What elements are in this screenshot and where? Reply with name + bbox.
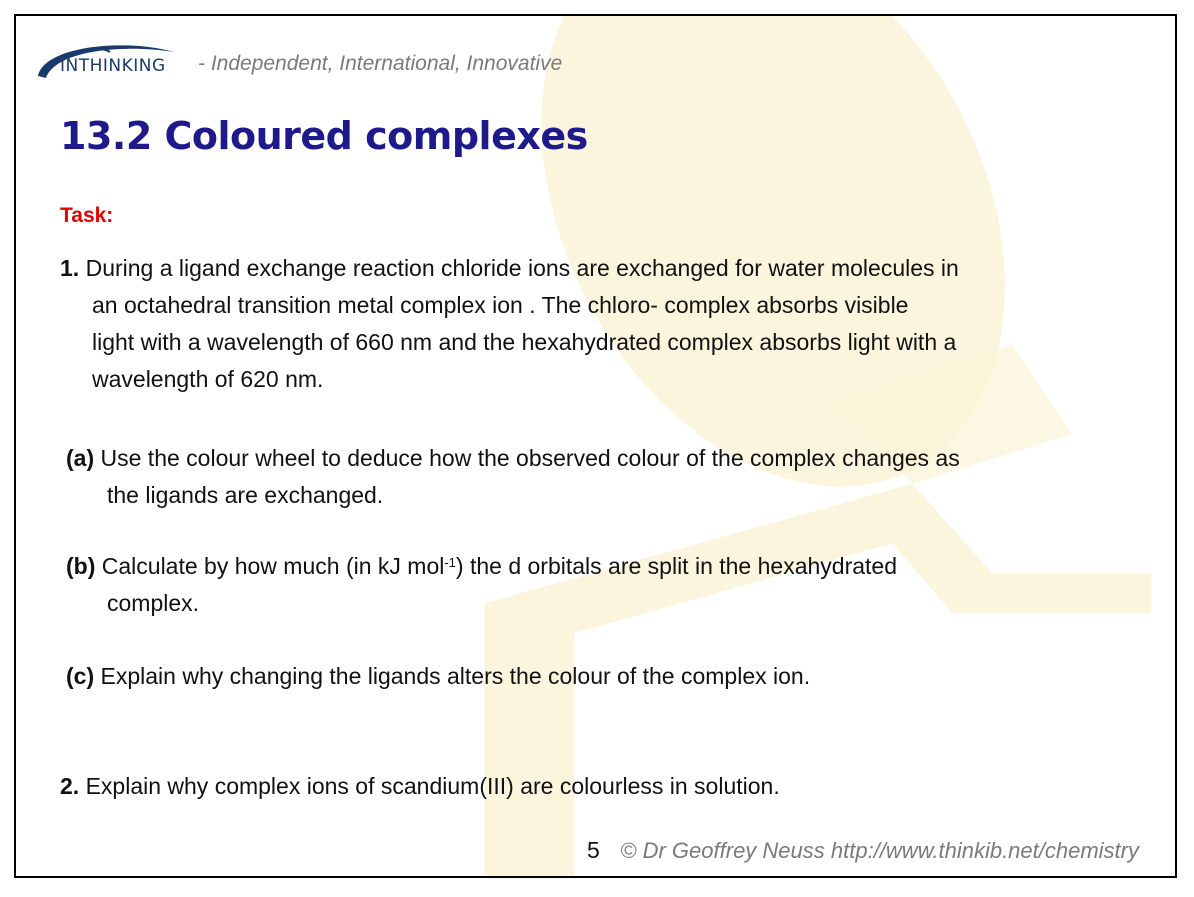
question-1b-text-a: Calculate by how much (in kJ mol xyxy=(101,553,445,579)
header xyxy=(34,38,594,82)
question-1b-superscript: -1 xyxy=(444,555,456,570)
question-1a xyxy=(66,440,1166,514)
question-1-line-1 xyxy=(60,250,1160,287)
question-1c-label: (c) xyxy=(66,663,95,689)
question-1a-line-1 xyxy=(66,440,1166,477)
slide xyxy=(14,14,1177,878)
question-1-line-4: wavelength of 620 nm. xyxy=(92,366,324,392)
question-1-number: 1. xyxy=(60,255,80,281)
question-1a-text-1: Use the colour wheel to deduce how the observed colour of the complex changes as xyxy=(100,445,960,471)
question-1b-label: (b) xyxy=(66,553,96,579)
page-number: 5 xyxy=(587,837,600,863)
question-1a-label: (a) xyxy=(66,445,95,471)
footer xyxy=(587,837,1139,864)
question-2 xyxy=(60,768,1160,805)
question-1b xyxy=(66,548,1166,622)
question-1-text-1: During a ligand exchange reaction chloride ions are exchanged for water molecules in xyxy=(85,255,959,281)
question-1b-text-b: ) the d orbitals are split in the hexahydrated xyxy=(455,553,897,579)
question-2-text: Explain why complex ions of scandium(III) are colourless in solution. xyxy=(85,773,780,799)
question-1c-text: Explain why changing the ligands alters the colour of the complex ion. xyxy=(100,663,811,689)
question-1b-line-1 xyxy=(66,548,1166,585)
question-1c xyxy=(66,658,1166,695)
question-1a-line-2: the ligands are exchanged. xyxy=(107,482,384,508)
question-1 xyxy=(60,250,1160,398)
question-1-line-2: an octahedral transition metal complex ion . The chloro- complex absorbs visible xyxy=(92,292,909,318)
question-2-line-1 xyxy=(60,768,1160,805)
question-1b-line-2: complex. xyxy=(107,590,200,616)
question-1c-line-1 xyxy=(66,658,1166,695)
task-label: Task: xyxy=(60,204,114,227)
logo-text: INTHINKING xyxy=(60,56,166,76)
copyright-text: © Dr Geoffrey Neuss http://www.thinkib.net/chemistry xyxy=(620,838,1139,863)
tagline: - Independent, International, Innovative xyxy=(198,52,563,75)
question-1-line-3: light with a wavelength of 660 nm and the hexahydrated complex absorbs light with a xyxy=(92,329,957,355)
question-2-number: 2. xyxy=(60,773,80,799)
page-title: 13.2 Coloured complexes xyxy=(60,114,588,158)
